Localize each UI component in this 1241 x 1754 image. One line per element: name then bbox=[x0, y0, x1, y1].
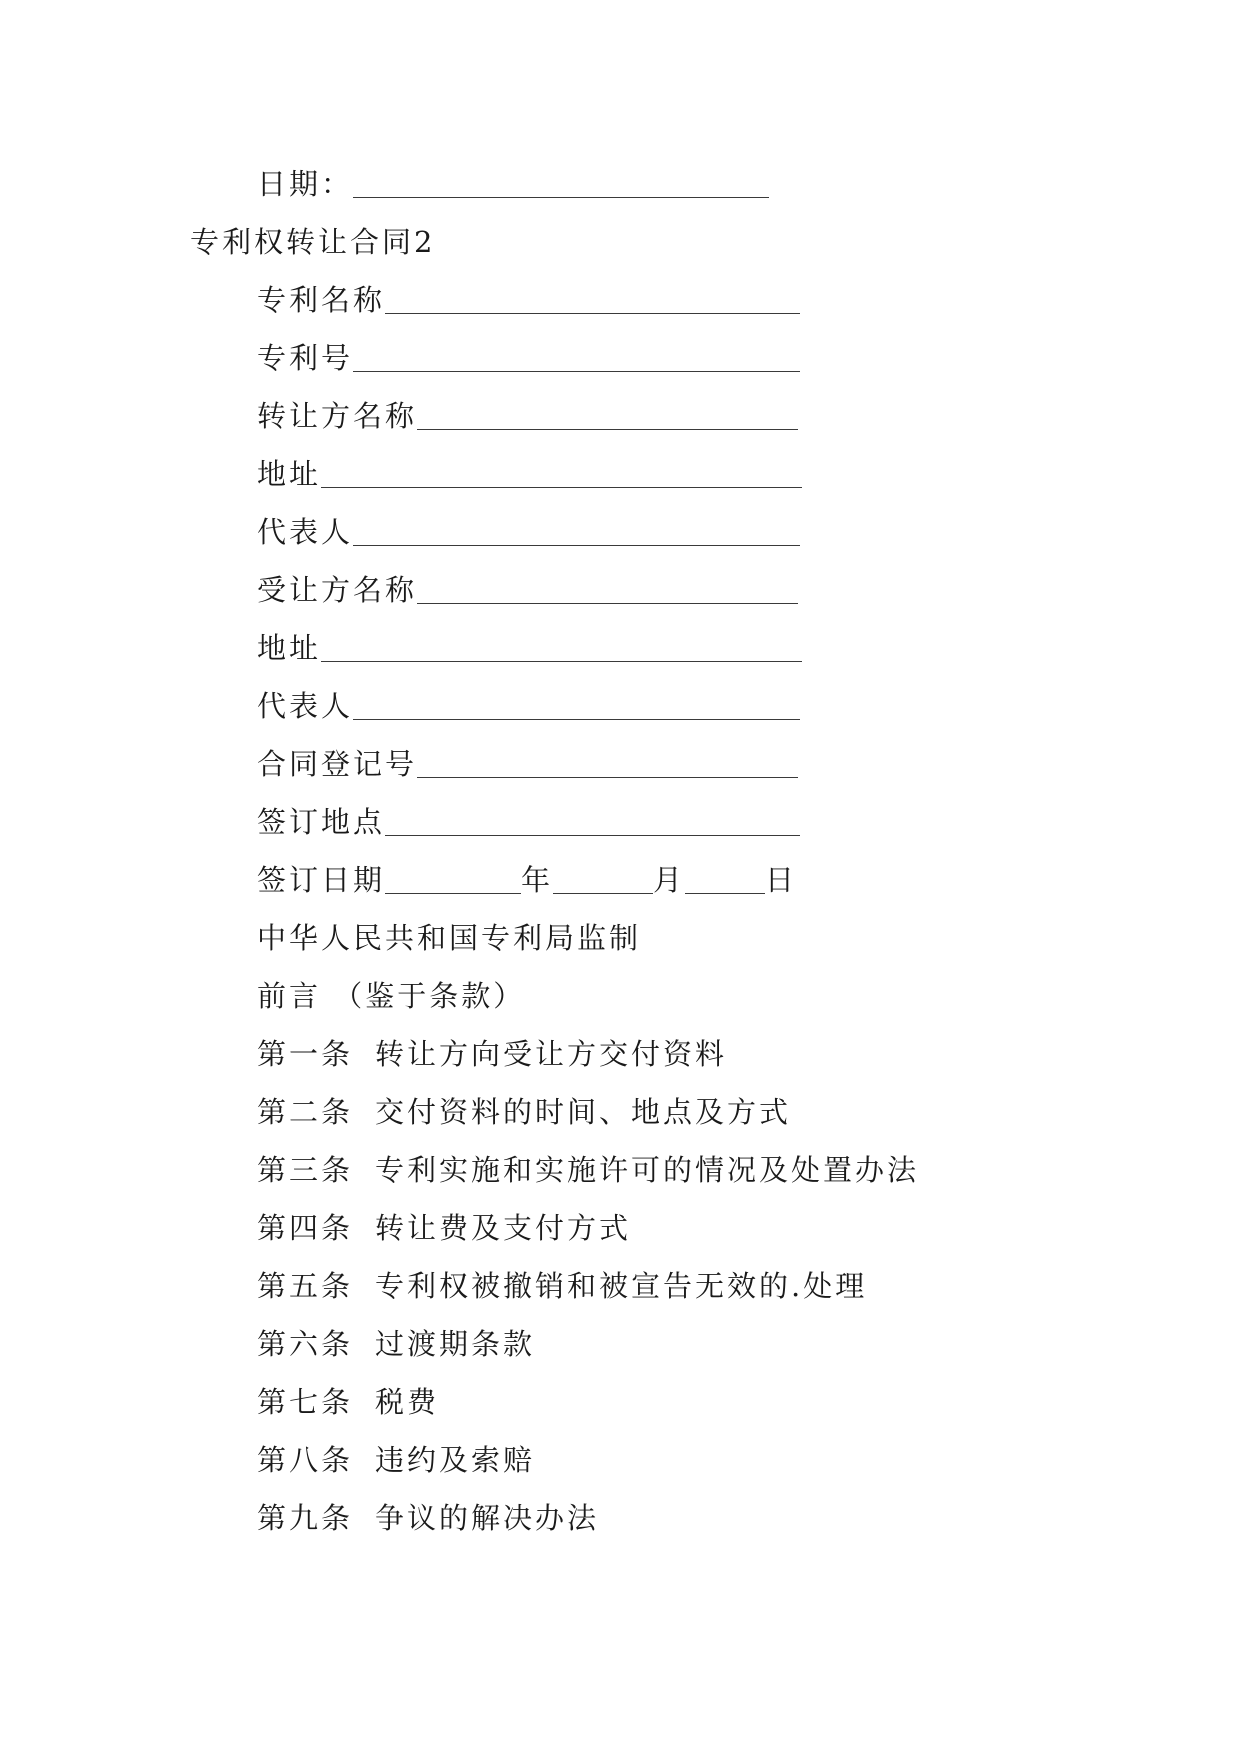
field-blank bbox=[353, 343, 800, 372]
field-registration-number bbox=[257, 744, 798, 784]
field-blank bbox=[353, 691, 800, 720]
article-item bbox=[257, 1498, 599, 1538]
field-label: 专利名称 bbox=[257, 283, 386, 317]
year-blank bbox=[385, 865, 521, 894]
year-label: 年 bbox=[521, 863, 554, 897]
field-signing-place bbox=[257, 802, 800, 842]
article-number: 第一条 bbox=[257, 1037, 354, 1071]
field-transferee-address bbox=[257, 628, 802, 668]
article-text: 转让方向受让方交付资料 bbox=[375, 1037, 728, 1071]
article-item bbox=[257, 1150, 919, 1190]
article-text: 过渡期条款 bbox=[375, 1327, 536, 1361]
contract-title: 专利权转让合同2 bbox=[190, 225, 436, 259]
date-blank bbox=[353, 169, 769, 198]
article-text: 交付资料的时间、地点及方式 bbox=[375, 1095, 792, 1129]
preface-line: 前言 （鉴于条款） bbox=[257, 979, 526, 1013]
field-blank bbox=[321, 459, 802, 488]
article-number: 第三条 bbox=[257, 1153, 354, 1187]
article-item bbox=[257, 1440, 535, 1480]
field-transferee-representative bbox=[257, 686, 800, 726]
field-label: 代表人 bbox=[257, 689, 354, 723]
field-label: 转让方名称 bbox=[257, 399, 418, 433]
date-label: 日期： bbox=[257, 167, 354, 201]
field-patent-name bbox=[257, 280, 800, 320]
article-item bbox=[257, 1266, 867, 1306]
article-item bbox=[257, 1034, 727, 1074]
day-blank bbox=[685, 865, 765, 894]
field-label: 签订地点 bbox=[257, 805, 386, 839]
field-blank bbox=[385, 285, 800, 314]
article-item bbox=[257, 1324, 535, 1364]
day-label: 日 bbox=[765, 863, 798, 897]
field-blank bbox=[417, 401, 798, 430]
article-item bbox=[257, 1092, 791, 1132]
field-blank bbox=[417, 749, 798, 778]
article-number: 第八条 bbox=[257, 1443, 354, 1477]
field-transferor-representative bbox=[257, 512, 800, 552]
month-label: 月 bbox=[653, 863, 686, 897]
field-label: 代表人 bbox=[257, 515, 354, 549]
article-text: 税费 bbox=[375, 1385, 440, 1419]
supervisor-line: 中华人民共和国专利局监制 bbox=[257, 921, 642, 955]
field-transferee-name bbox=[257, 570, 798, 610]
article-number: 第六条 bbox=[257, 1327, 354, 1361]
field-label: 合同登记号 bbox=[257, 747, 418, 781]
article-number: 第二条 bbox=[257, 1095, 354, 1129]
article-text: 违约及索赔 bbox=[375, 1443, 536, 1477]
field-blank bbox=[353, 517, 800, 546]
field-label: 地址 bbox=[257, 631, 322, 665]
field-patent-number bbox=[257, 338, 800, 378]
field-blank bbox=[417, 575, 798, 604]
article-number: 第五条 bbox=[257, 1269, 354, 1303]
article-number: 第四条 bbox=[257, 1211, 354, 1245]
article-number: 第九条 bbox=[257, 1501, 354, 1535]
field-blank bbox=[385, 807, 800, 836]
field-label: 地址 bbox=[257, 457, 322, 491]
article-text: 争议的解决办法 bbox=[375, 1501, 600, 1535]
field-transferor-name bbox=[257, 396, 798, 436]
date-line bbox=[257, 164, 769, 204]
field-label: 专利号 bbox=[257, 341, 354, 375]
article-text: 专利实施和实施许可的情况及处置办法 bbox=[375, 1153, 920, 1187]
article-text: 专利权被撤销和被宣告无效的.处理 bbox=[375, 1269, 868, 1303]
article-item bbox=[257, 1208, 631, 1248]
article-text: 转让费及支付方式 bbox=[375, 1211, 632, 1245]
signing-date-label: 签订日期 bbox=[257, 863, 386, 897]
month-blank bbox=[553, 865, 653, 894]
article-item bbox=[257, 1382, 439, 1422]
field-transferor-address bbox=[257, 454, 802, 494]
field-label: 受让方名称 bbox=[257, 573, 418, 607]
field-blank bbox=[321, 633, 802, 662]
article-number: 第七条 bbox=[257, 1385, 354, 1419]
signing-date-line bbox=[257, 860, 797, 900]
